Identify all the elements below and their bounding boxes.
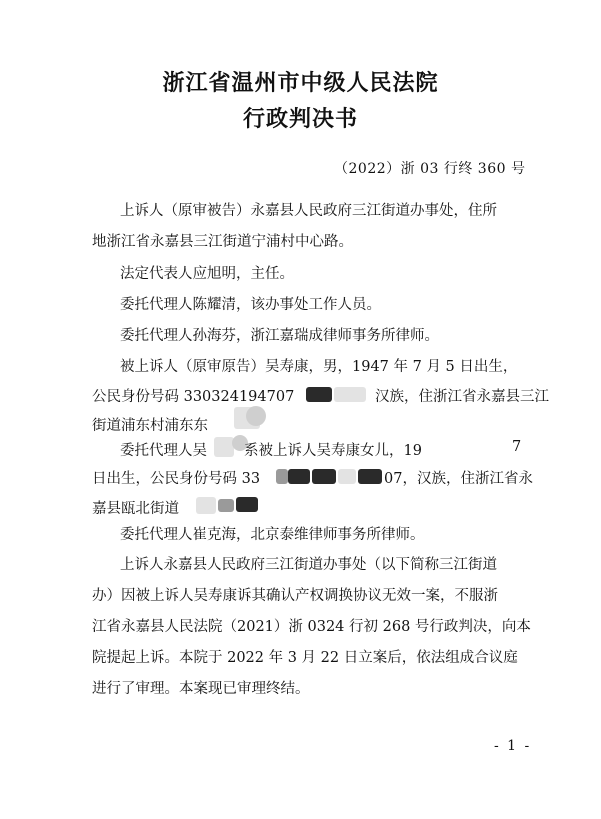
agent-3-id-prefix: 日出生，公民身份号码 33 bbox=[92, 471, 261, 487]
redaction-block bbox=[312, 469, 336, 484]
case-summary-line-1: 上诉人永嘉县人民政府三江街道办事处（以下简称三江街道 bbox=[120, 557, 497, 573]
case-number: （2022）浙 03 行终 360 号 bbox=[334, 161, 526, 177]
agent-3-address-line: 嘉县瓯北街道 bbox=[92, 501, 179, 517]
agent-2-line: 委托代理人孙海芬，浙江嘉瑞成律师事务所律师。 bbox=[120, 328, 439, 344]
redaction-block bbox=[236, 497, 258, 512]
agent-4-line: 委托代理人崔克海，北京泰维律师事务所律师。 bbox=[120, 527, 425, 543]
case-summary-line-5: 进行了审理。本案现已审理终结。 bbox=[92, 681, 310, 697]
redaction-block bbox=[334, 387, 366, 402]
appellee-id-prefix: 公民身份号码 330324194707 bbox=[92, 389, 295, 405]
appellee-address-line: 街道浦东村浦东东 bbox=[92, 418, 208, 434]
redaction-block bbox=[214, 437, 234, 457]
appellee-line-1: 被上诉人（原审原告）吴寿康，男，1947 年 7 月 5 日出生， bbox=[120, 359, 518, 375]
redaction-blur bbox=[246, 406, 266, 426]
appellant-line-2: 地浙江省永嘉县三江街道宁浦村中心路。 bbox=[92, 234, 353, 250]
case-summary-line-4: 院提起上诉。本院于 2022 年 3 月 22 日立案后，依法组成合议庭 bbox=[92, 650, 518, 666]
agent-3-line-mid: 系被上诉人吴寿康女儿，19 bbox=[244, 443, 422, 459]
redaction-block bbox=[276, 469, 288, 484]
case-summary-line-3: 江省永嘉县人民法院（2021）浙 0324 行初 268 号行政判决，向本 bbox=[92, 619, 531, 635]
redaction-block bbox=[358, 469, 382, 484]
redaction-block bbox=[218, 499, 234, 512]
appellee-id-suffix: 汉族，住浙江省永嘉县三江 bbox=[375, 389, 549, 405]
agent-3-line-end: 7 bbox=[512, 439, 522, 455]
legal-rep-line: 法定代表人应旭明，主任。 bbox=[120, 266, 294, 282]
agent-3-line-start: 委托代理人吴 bbox=[120, 443, 207, 459]
redaction-block bbox=[338, 469, 356, 484]
case-summary-line-2: 办）因被上诉人吴寿康诉其确认产权调换协议无效一案，不服浙 bbox=[92, 588, 498, 604]
appellant-line-1: 上诉人（原审被告）永嘉县人民政府三江街道办事处，住所 bbox=[120, 203, 497, 219]
page-number: - 1 - bbox=[494, 738, 532, 754]
court-name-title: 浙江省温州市中级人民法院 bbox=[162, 70, 439, 96]
redaction-block bbox=[306, 387, 332, 402]
redaction-block bbox=[288, 469, 310, 484]
agent-1-line: 委托代理人陈耀清，该办事处工作人员。 bbox=[120, 297, 381, 313]
redaction-block bbox=[196, 497, 216, 514]
document-type-title: 行政判决书 bbox=[242, 106, 358, 132]
agent-3-id-suffix: 07，汉族，住浙江省永 bbox=[384, 471, 533, 487]
